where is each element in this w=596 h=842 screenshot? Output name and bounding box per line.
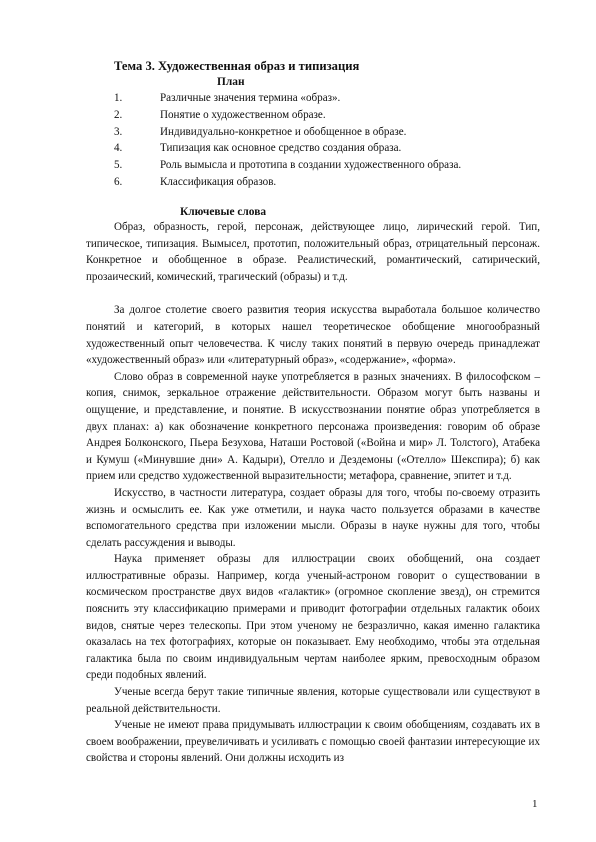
plan-list xyxy=(114,90,474,191)
body-paragraph: Наука применяет образы для иллюстрации своих обобщений, она создает иллюстративные образы. Например, когда ученый-астроном говорит о существовании в космическом пространстве двух видов «галактик» (огромное скопление звезд), он стремится пояснить эту классификацию примерами и приводит фотографии отдельных галактик обоих видов, снятые через телескопы. При этом ученому не безразлично, какая именно галактика оказалась на тех фотографиях, которые он показывает. Ему необходимо, чтобы эта отдельная галактика была по своим индивидуальным чертам наиболее ярким, превосходным образом среди подобных явлений. xyxy=(86,553,540,682)
plan-item-number: 3. xyxy=(114,125,123,138)
plan-item-text: Типизация как основное средство создания образа. xyxy=(160,142,402,155)
body-paragraph: Ученые не имеют права придумывать иллюстрации к своим обобщениям, создавать их в своем воображении, преувеличивать и усиливать с помощью своей фантазии интересующие их свойства и стороны явлений. Они должны исходить из xyxy=(86,719,540,765)
keywords-paragraph: Образ, образность, герой, персонаж, действующее лицо, лирический герой. Тип, типическое, типизация. Вымысел, прототип, положительный образ, отрицательный персонаж. Конкретное и обобщенное в образе. Реалистический, романтический, сатирический, прозаический, комический, трагический (образы) и т.д. xyxy=(86,221,540,283)
body-paragraph: Слово образ в современной науке употребляется в разных значениях. В философском – копия, снимок, зеркальное отражение действительности. Образом могут быть названы и ощущение, и представление, и понятие. В искусствознании понятие образ употребляется в двух планах: а) как обозначение конкретного персонажа произведения: говорим об образе Андрея Болконского, Пьера Безухова, Наташи Ростовой («Война и мир» Л. Толстого), Атабека и Кумуш («Минувшие дни» А. Кадыри), Отелло и Дездемоны («Отелло» Шекспира); б) как прием или средство художественной выразительности; метафора, сравнение, эпитет и т.д. xyxy=(86,370,540,483)
plan-item-number: 4. xyxy=(114,142,123,155)
plan-item xyxy=(114,124,474,141)
keywords-heading: Ключевые слова xyxy=(180,206,267,218)
plan-item xyxy=(114,90,474,107)
plan-item-text: Различные значения термина «образ». xyxy=(160,92,341,104)
plan-item-text: Классификация образов. xyxy=(160,175,277,188)
body-paragraph: Искусство, в частности литература, создает образы для того, чтобы по-своему отразить жизнь и осмыслить ее. Как уже отметили, и наука часто пользуется образами в качестве вспомогательного средства при изложении мысли. Образы в науке нужны для того, чтобы сделать рассуждения и выводы. xyxy=(86,486,540,549)
plan-item xyxy=(114,157,474,174)
plan-item-number: 6. xyxy=(114,175,123,188)
plan-item-text: Понятие о художественном образе. xyxy=(160,108,326,121)
plan-item-number: 1. xyxy=(114,92,123,104)
plan-item xyxy=(114,107,474,124)
plan-item-number: 2. xyxy=(114,108,123,121)
plan-heading: План xyxy=(217,76,245,88)
plan-item xyxy=(114,174,474,191)
plan-item-text: Индивидуально-конкретное и обобщенное в образе. xyxy=(160,125,407,138)
body-paragraph: За долгое столетие своего развития теория искусства выработала большое количество понятий и категорий, в которых нашел теоретическое обобщение многообразный художественный опыт человечества. К числу таких понятий в первую очередь принадлежат «художественный образ» или «литературный образ», «содержание», «форма». xyxy=(86,304,540,367)
plan-item-number: 5. xyxy=(114,159,123,172)
page-number: 1 xyxy=(532,798,538,810)
body-paragraph: Ученые всегда берут такие типичные явления, которые существовали или существуют в реальной действительности. xyxy=(86,686,540,715)
plan-item-text: Роль вымысла и прототипа в создании художественного образа. xyxy=(160,159,462,172)
page-title: Тема 3. Художественная образ и типизация xyxy=(114,59,360,73)
body-text xyxy=(86,219,540,767)
plan-item xyxy=(114,140,474,157)
